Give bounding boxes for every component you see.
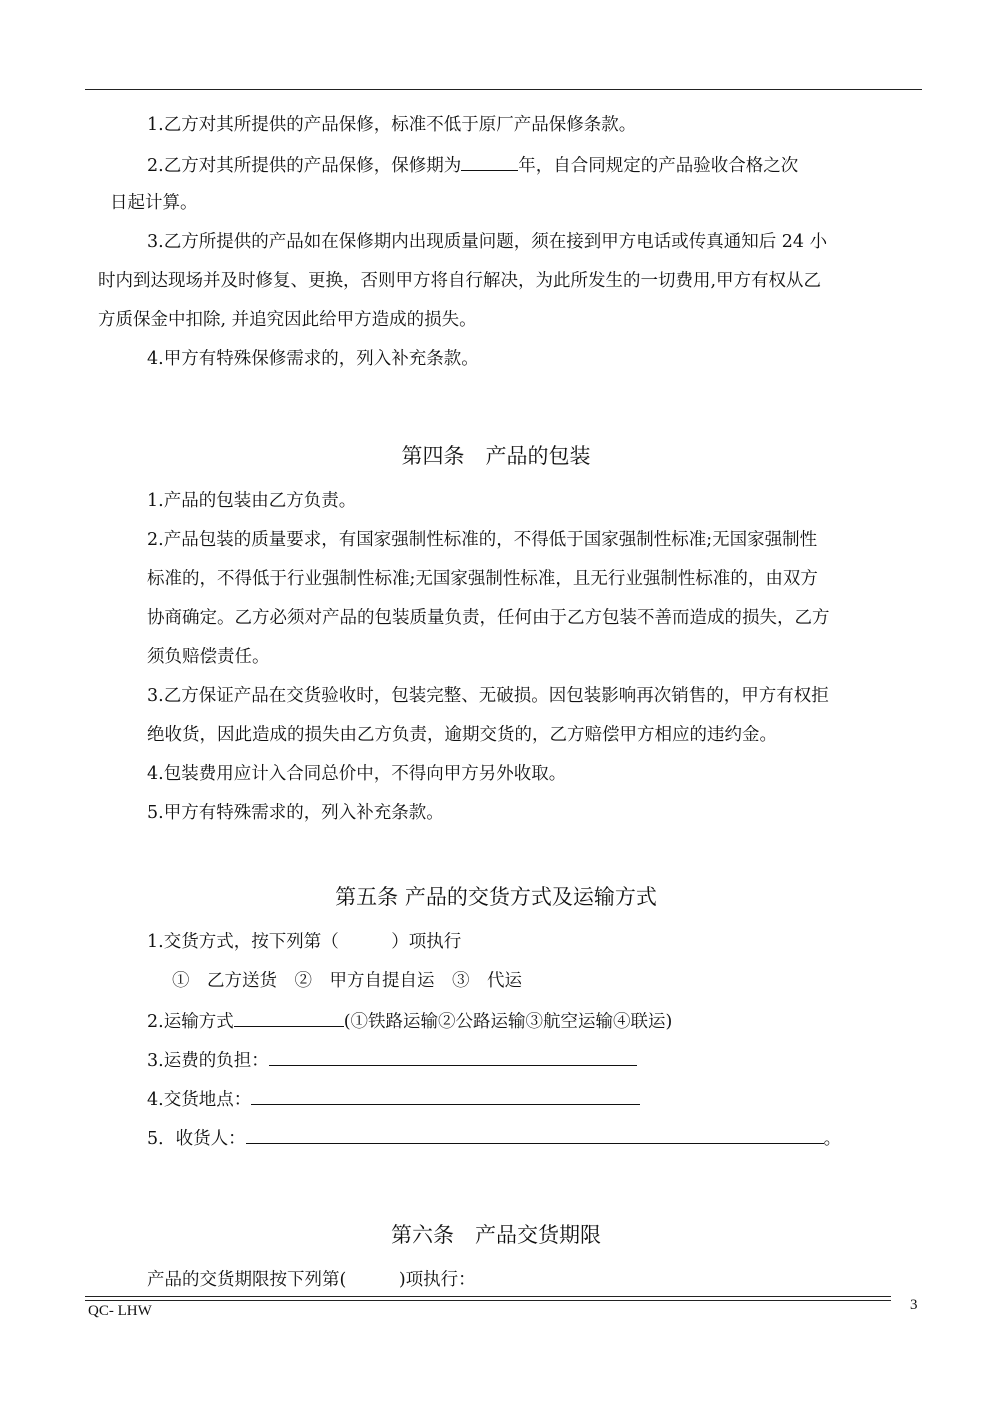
article-5-clause-5: 5．收货人： 。 xyxy=(147,1129,842,1149)
article-4-clause-4: 4.包装费用应计入合同总价中，不得向甲方另外收取。 xyxy=(147,764,567,784)
consignee-blank[interactable] xyxy=(246,1129,824,1144)
article-5-clause-4: 4.交货地点： xyxy=(147,1090,640,1110)
warranty-period-blank[interactable] xyxy=(461,156,518,171)
article-4-clause-5: 5.甲方有特殊需求的，列入补充条款。 xyxy=(147,803,444,823)
article-4-clause-2: 2.产品包装的质量要求，有国家强制性标准的，不得低于国家强制性标准;无国家强制性 xyxy=(147,530,818,550)
article-5-title: 第五条 产品的交货方式及运输方式 xyxy=(335,885,657,909)
warranty-clause-2-cont: 日起计算。 xyxy=(110,193,198,213)
warranty-clause-3: 3.乙方所提供的产品如在保修期内出现质量问题，须在接到甲方电话或传真通知后 24 小 xyxy=(147,232,828,252)
article-4-clause-1: 1.产品的包装由乙方负责。 xyxy=(147,491,357,511)
article-4-clause-3-line2: 绝收货，因此造成的损失由乙方负责，逾期交货的，乙方赔偿甲方相应的违约金。 xyxy=(147,725,777,745)
footer-document-code: QC- LHW xyxy=(88,1303,152,1319)
warranty-clause-2: 2.乙方对其所提供的产品保修，保修期为 年，自合同规定的产品验收合格之次 xyxy=(147,156,799,176)
transport-method-blank[interactable] xyxy=(234,1012,344,1027)
freight-burden-blank[interactable] xyxy=(269,1051,637,1066)
article-4-title: 第四条 产品的包装 xyxy=(401,444,591,468)
article-4-clause-3: 3.乙方保证产品在交货验收时，包装完整、无破损。因包装影响再次销售的，甲方有权拒 xyxy=(147,686,829,706)
page-number: 3 xyxy=(910,1297,918,1313)
article-6-clause-1: 产品的交货期限按下列第( )项执行： xyxy=(147,1270,476,1290)
warranty-clause-1: 1.乙方对其所提供的产品保修，标准不低于原厂产品保修条款。 xyxy=(147,115,637,135)
warranty-clause-3-line3: 方质保金中扣除, 并追究因此给甲方造成的损失。 xyxy=(98,310,477,330)
warranty-clause-4: 4.甲方有特殊保修需求的，列入补充条款。 xyxy=(147,349,479,369)
warranty-clause-3-line2: 时内到达现场并及时修复、更换，否则甲方将自行解决，为此所发生的一切费用,甲方有权从乙 xyxy=(98,271,822,291)
delivery-options: ① 乙方送货 ② 甲方自提自运 ③ 代运 xyxy=(172,971,522,991)
article-5-clause-3: 3.运费的负担： xyxy=(147,1051,637,1071)
article-5-clause-2: 2.运输方式 (①铁路运输②公路运输③航空运输④联运) xyxy=(147,1012,673,1032)
article-6-title: 第六条 产品交货期限 xyxy=(391,1223,601,1247)
article-4-clause-2-line4: 须负赔偿责任。 xyxy=(147,647,270,667)
article-5-clause-1: 1.交货方式，按下列第（ ）项执行 xyxy=(147,932,462,952)
article-4-clause-2-line3: 协商确定。乙方必须对产品的包装质量负责，任何由于乙方包装不善而造成的损失，乙方 xyxy=(147,608,830,628)
article-4-clause-2-line2: 标准的，不得低于行业强制性标准;无国家强制性标准，且无行业强制性标准的，由双方 xyxy=(147,569,818,589)
footer-rule xyxy=(85,1296,891,1301)
header-rule xyxy=(85,89,922,90)
delivery-location-blank[interactable] xyxy=(251,1090,640,1105)
